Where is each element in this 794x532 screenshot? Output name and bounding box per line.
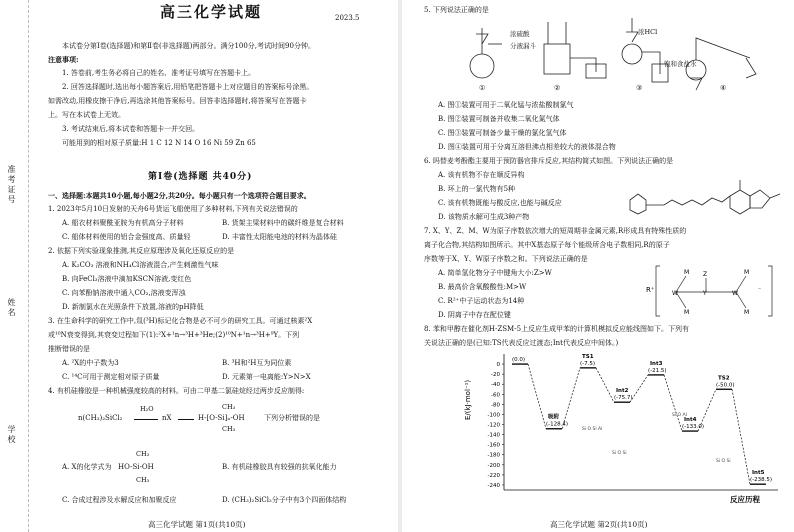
question-3-stem-3: 推断错误的是 (48, 345, 90, 353)
q7-option-d: D. 阴离子中存在配位键 (438, 311, 511, 319)
notice-heading: 注意事项: (48, 55, 79, 64)
svg-text:Z: Z (703, 271, 708, 278)
energy-value-label: (-128.4) (546, 421, 569, 428)
q5-option-d: D. 图④装置可用于分离互溶但沸点相差较大的液体混合物 (438, 143, 616, 151)
q6-option-a: A. 该有机物不存在顺反异构 (438, 171, 525, 179)
notice-line: 2. 回答选择题时,选出每小题答案后,用铅笔把答题卡上对应题目的答案标号涂黑。 (62, 83, 314, 91)
reactant-formula: n(CH₃)₂SiCl₂ (78, 414, 123, 422)
energy-connector (664, 375, 682, 431)
figure-2-number: ② (554, 84, 561, 92)
energy-value-label: (-50.0) (716, 382, 735, 389)
label-brine: 饱和食盐水 (664, 60, 697, 68)
state-label: TS2 (718, 375, 730, 382)
state-label: Int2 (616, 388, 629, 395)
funnel-3-icon (626, 18, 638, 42)
energy-connector (630, 375, 648, 402)
sidebar-label-name: 姓名 (7, 298, 16, 318)
svg-text:Si O Si Al: Si O Si Al (582, 427, 603, 432)
svg-text:W: W (732, 290, 738, 297)
figure-1-number: ① (479, 84, 486, 92)
question-7-stem-2: 离子化合物,其结构如图所示。其中X基态原子每个能级所含电子数相同,R的原子 (424, 241, 670, 249)
energy-value-label: (-238.5) (750, 477, 773, 484)
x-methyl-top: CH₃ (136, 450, 150, 458)
question-6-stem: 6. 吗替麦考酚酯主要用于预防器官排斥反应,其结构简式如图。下列说法正确的是 (424, 157, 674, 165)
q3-option-a: A. ²X的中子数为3 (62, 359, 119, 367)
question-3-stem-2: 或¹⁰N衰变得到,其衰变过程如下(1):²X+¹n→³H+³He;(2)¹⁰N+¹n→³H+⁹Y。下列 (48, 331, 300, 339)
energy-connector (562, 368, 580, 429)
q7-option-b: B. 最高价含氧酸酸性:M>W (438, 283, 527, 291)
q2-option-a: A. K₂CO₃ 溶液和NH₄Cl溶液混合,产生刺激性气味 (62, 261, 219, 269)
energy-value-label: (-75.7) (614, 395, 633, 402)
page-footer: 高三化学试题 第1页(共10页) (148, 520, 246, 529)
q1-option-b: B. 货架主梁材料中的碳纤维是复合材料 (222, 219, 344, 227)
reaction-arrow (134, 419, 158, 420)
svg-text:M: M (684, 309, 690, 316)
y-axis-label: E/(kJ·mol⁻¹) (464, 379, 472, 420)
reaction-arrow-2 (178, 419, 194, 420)
beaker-2-icon (544, 44, 570, 74)
exam-date: 2023.5 (335, 14, 360, 22)
energy-value-label: (-133.0) (682, 424, 705, 431)
svg-text:Y: Y (703, 290, 707, 297)
notice-line: 1. 答卷前,考生务必将自己的姓名、准考证号填写在答题卡上。 (62, 69, 256, 77)
question-3-stem: 3. 在生命科学的研究工作中,氚(³H)标记化合物是必不可少的研究工具。可通过核素²X (48, 317, 313, 325)
flask-1-icon (470, 54, 494, 78)
y-tick-label: -80 (491, 402, 500, 409)
notice-line: 上。写在本试卷上无效。 (48, 111, 125, 119)
q2-option-b: B. 向FeCl₃溶液中滴加KSCN溶液,变红色 (62, 275, 192, 283)
svg-text:W: W (672, 290, 678, 297)
y-tick-label: -160 (487, 442, 500, 449)
funnel-1-icon (476, 28, 488, 54)
q3-option-d: D. 元素第一电离能:Y>N>X (222, 373, 311, 381)
intermediate-x: nX (162, 414, 172, 422)
q5-option-a: A. 图①装置可用于二氧化锰与浓盐酸制氯气 (438, 101, 574, 109)
notice-line: 本试卷分第Ⅰ卷(选择题)和第Ⅱ卷(非选择题)两部分。满分100分,考试时间90分钟。 (62, 42, 315, 50)
notice-line: 如需改动,用橡皮擦干净后,再选涂其他答案标号。回答非选择题时,将答案写在答题卡 (48, 97, 307, 105)
q4-option-b: B. 有机硅橡胶具有较强的抗氧化能力 (222, 463, 337, 471)
q1-option-c: C. 船体材料使用的铝合金强度高、质量轻 (62, 233, 191, 241)
figure-3-number: ③ (636, 84, 643, 92)
energy-connector (528, 364, 546, 429)
sidebar-label-school: 学校 (7, 425, 16, 445)
q4-option-a: A. X的化学式为 (62, 463, 112, 471)
question-1-stem: 1. 2023年5月10日发射的天舟6号货运飞船使用了多种材料,下列有关说法错误的 (48, 205, 298, 213)
energy-value-label: (-7.5) (580, 360, 596, 367)
x-structure: HO-Si-OH (118, 463, 154, 471)
question-5-stem: 5. 下列说法正确的是 (424, 6, 489, 14)
x-methyl-bottom: CH₃ (136, 476, 150, 484)
sidebar-label-id: 准考证号 (7, 165, 16, 205)
q4-option-d: D. (CH₃)₂SiCl₂分子中有3个四面体结构 (222, 496, 347, 504)
y-tick-label: 0 (496, 362, 500, 369)
state-label: 吸附 (548, 414, 560, 421)
q1-option-a: A. 船衣材料聚酰亚胺为有机高分子材料 (62, 219, 184, 227)
y-tick-label: -140 (487, 432, 500, 439)
energy-profile-chart (462, 350, 792, 530)
q3-option-b: B. ³H和²H互为同位素 (222, 359, 292, 367)
energy-connector (732, 389, 750, 484)
label-funnel: 分液漏斗 (510, 42, 536, 50)
q7-option-a: A. 简单氢化物分子中键角大小:Z>W (438, 269, 552, 277)
q2-option-c: C. 向苯酚钠溶液中通入CO₂,溶液变浑浊 (62, 289, 186, 297)
figure-4-number: ④ (720, 84, 727, 92)
y-tick-label: -60 (491, 392, 500, 399)
state-label: Int5 (752, 470, 765, 477)
question-4-stem: 4. 有机硅橡胶是一种机械强度较高的材料。可由二甲基二氯硅烷经过两步反应制得: (48, 387, 305, 395)
x-axis-label: 反应历程 (730, 495, 760, 504)
question-8-stem: 8. 苯和甲醇在催化剂H-ZSM-5上反应生成甲苯的计算机模拟反应能线图如下。下列有 (424, 325, 690, 333)
notice-line: 3. 考试结束后,将本试卷和答题卡一并交回。 (62, 125, 200, 133)
question-7-stem-3: 序数等于X、Y、W原子序数之和。下列说法正确的是 (424, 255, 588, 263)
y-tick-label: -120 (487, 422, 500, 429)
page-title: 高三化学试题 (160, 3, 263, 21)
state-label: Int3 (650, 360, 663, 367)
question-2-stem: 2. 依据下列实验现象推测,其反应原理涉及氧化还原反应的是 (48, 247, 235, 255)
mycophenolate-structure (624, 168, 790, 222)
svg-text:M: M (744, 309, 750, 316)
svg-text:M: M (684, 269, 690, 276)
svg-text:⁻: ⁻ (758, 287, 762, 294)
y-tick-label: -40 (491, 382, 500, 389)
polymer-formula: H-[O-Si]ₙ-OH (198, 414, 245, 422)
energy-connector (596, 368, 614, 402)
q3-option-c: C. ¹⁴C可用于测定相对原子质量 (62, 373, 160, 381)
y-tick-label: -20 (491, 372, 500, 379)
q5-option-b: B. 图②装置可制备并收集二氧化氮气体 (438, 115, 560, 123)
q6-option-c: C. 该有机物既能与酸反应,也能与碱反应 (438, 199, 562, 207)
svg-text:Si O Si: Si O Si (612, 451, 627, 456)
svg-text:R⁺: R⁺ (646, 286, 655, 294)
reaction-condition: H₂O (140, 405, 154, 413)
label-conc-hcl: 浓HCl (638, 28, 658, 36)
y-tick-label: -220 (487, 472, 500, 479)
atomic-mass-line: 可能用到的相对原子质量:H 1 C 12 N 14 O 16 Ni 59 Zn 65 (62, 139, 256, 147)
question-7-stem: 7. X、Y、Z、M、W为原子序数依次增大的短周期非金属元素,R形成具有特殊性质的 (424, 227, 687, 235)
question-8-stem-2: 关说法正确的是(已知:TS代表反应过渡态;Int代表反应中间体。) (424, 339, 619, 347)
flask-3-icon (622, 44, 642, 64)
state-label: Int4 (684, 417, 697, 424)
label-conc-h2so4: 浓硫酸 (510, 30, 530, 38)
exam-page-2 (402, 0, 794, 532)
svg-text:M: M (744, 269, 750, 276)
compound-r-structure (646, 262, 776, 320)
q7-option-c: C. R²⁺中子运动状态为14种 (438, 297, 525, 305)
q6-option-b: B. 环上的一氯代物有5种 (438, 185, 516, 193)
state-label: TS1 (582, 353, 594, 360)
q5-option-c: C. 图③装置可制备少量干燥的氯化氢气体 (438, 129, 567, 137)
y-tick-label: -100 (487, 412, 500, 419)
q4-option-c: C. 合成过程涉及水解反应和加聚反应 (62, 496, 177, 504)
question-4-tail: 下列分析错误的是 (264, 414, 320, 422)
svg-text:Si O Si: Si O Si (716, 459, 731, 464)
section-heading: 第Ⅰ卷(选择题 共40分) (148, 172, 253, 182)
svg-text:Si O Al: Si O Al (672, 413, 687, 418)
energy-value-label: (0.0) (512, 357, 526, 364)
y-tick-label: -240 (487, 482, 500, 489)
apparatus-figure (464, 14, 764, 96)
condenser-4-icon (690, 38, 750, 90)
q6-option-d: D. 该物质水解可生成3种产物 (438, 213, 530, 221)
energy-value-label: (-21.5) (648, 367, 667, 374)
y-tick-label: -180 (487, 452, 500, 459)
methyl-top: CH₃ (222, 403, 236, 411)
page-footer: 高三化学试题 第2页(共10页) (550, 520, 648, 529)
y-tick-label: -200 (487, 462, 500, 469)
binding-line (28, 0, 29, 532)
q2-option-d: D. 新制氯水在光照条件下放置,溶液的pH降低 (62, 303, 204, 311)
q1-option-d: D. 丰富性太阳能电池的材料为晶体硅 (222, 233, 337, 241)
methyl-bottom: CH₃ (222, 425, 236, 433)
part-heading: 一、选择题:本题共10小题,每小题2分,共20分。每小题只有一个选项符合题目要求。 (48, 191, 311, 200)
